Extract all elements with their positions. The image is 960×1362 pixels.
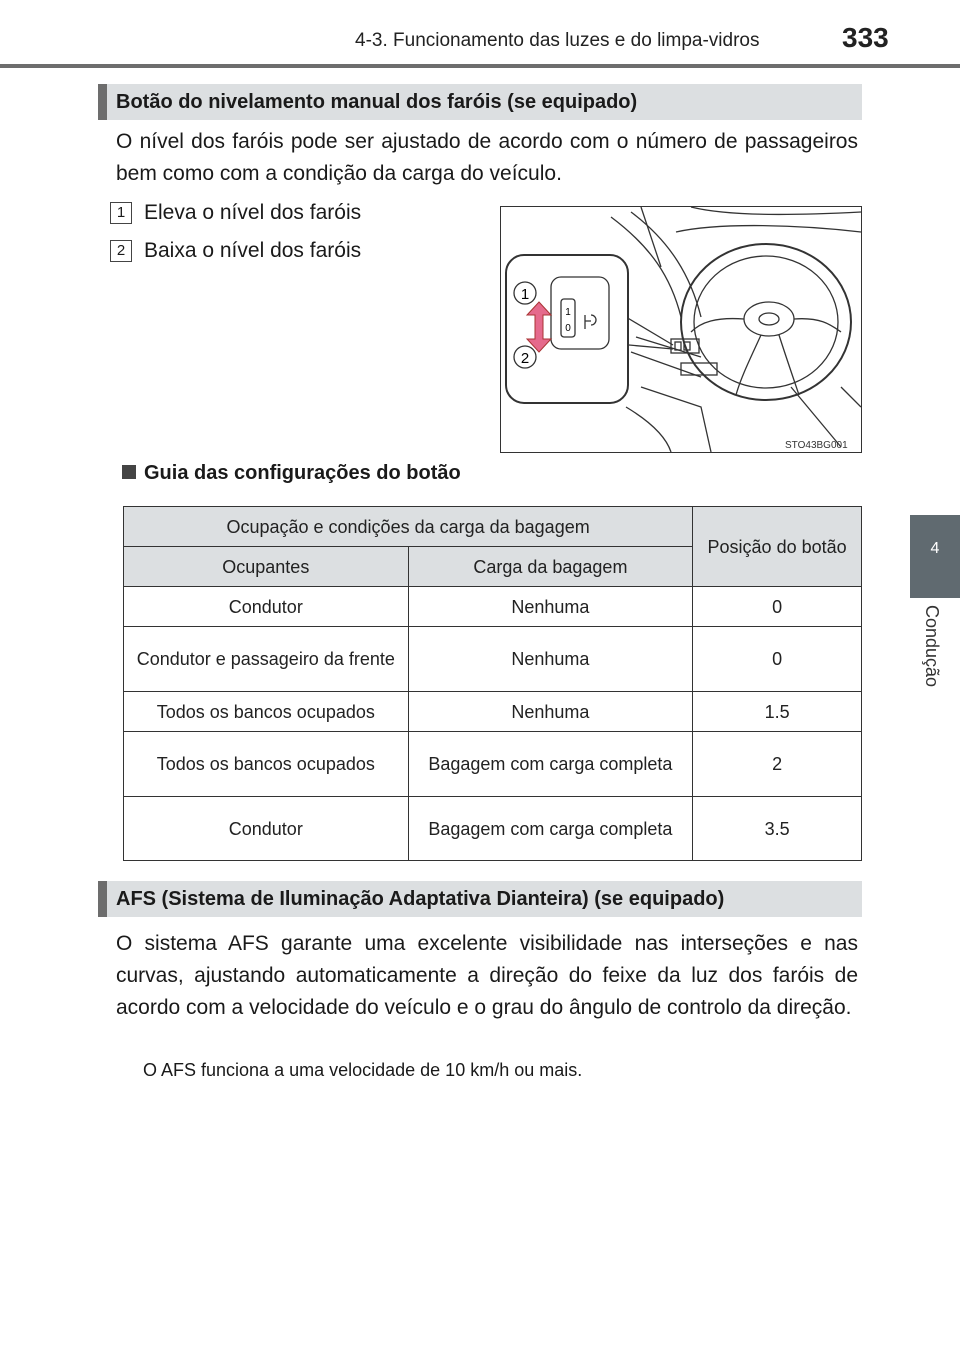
item-text-1: Eleva o nível dos faróis: [144, 201, 362, 224]
intro-paragraph: O nível dos faróis pode ser ajustado de acordo com o número de passageiros bem como com a condição da carga do veículo.: [116, 130, 858, 185]
headlight-leveling-illustration: [500, 206, 862, 453]
cell-occupants: Condutor: [124, 797, 409, 861]
chapter-tab-number: 4: [930, 540, 940, 557]
table-row: [124, 692, 862, 732]
header-button-position: Posição do botão: [693, 507, 862, 587]
chapter-tab-label: Condução: [922, 605, 942, 688]
cell-position: 1.5: [693, 692, 862, 732]
callout-label-1: 1: [520, 286, 530, 303]
afs-note: O AFS funciona a uma velocidade de 10 km/h ou mais.: [143, 1060, 583, 1080]
cell-occupants: Condutor: [124, 587, 409, 627]
cell-position: 3.5: [693, 797, 862, 861]
guide-title: Guia das configurações do botão: [144, 462, 461, 484]
dashboard-drawing: [501, 207, 861, 452]
figure-code: STO43BG001: [785, 440, 848, 451]
square-bullet-icon: [122, 465, 136, 479]
cell-occupants: Todos os bancos ocupados: [124, 692, 409, 732]
section-heading: Botão do nivelamento manual dos faróis (se equipado): [116, 91, 638, 113]
cell-load: Nenhuma: [408, 692, 693, 732]
cell-position: 2: [693, 732, 862, 797]
afs-paragraph: O sistema AFS garante uma excelente visibilidade nas interseções e nas curvas, ajustando automaticamente a direção do feixe da luz dos faróis de acordo com a velocidade do veículo e o grau do ângulo de controlo da direção.: [116, 932, 858, 1019]
table-row: [124, 587, 862, 627]
cell-load: Bagagem com carga completa: [408, 732, 693, 797]
item-number-1: 1: [110, 202, 132, 224]
table-row: [124, 797, 862, 861]
callout-label-2: 2: [520, 350, 530, 367]
header-rule: [0, 64, 960, 68]
cell-load: Nenhuma: [408, 587, 693, 627]
header-occupants: Ocupantes: [124, 547, 409, 587]
item-number-2: 2: [110, 240, 132, 262]
page-number: 333: [842, 22, 889, 53]
table-row: [124, 627, 862, 692]
cell-load: Nenhuma: [408, 627, 693, 692]
settings-table: [123, 506, 862, 861]
switch-mark-0: 0: [565, 323, 571, 334]
chapter-title: 4-3. Funcionamento das luzes e do limpa-vidros: [355, 30, 760, 51]
section-heading: AFS (Sistema de Iluminação Adaptativa Dianteira) (se equipado): [116, 888, 725, 910]
table-row: [124, 732, 862, 797]
cell-load: Bagagem com carga completa: [408, 797, 693, 861]
cell-position: 0: [693, 587, 862, 627]
cell-position: 0: [693, 627, 862, 692]
header-luggage-load: Carga da bagagem: [408, 547, 693, 587]
item-text-2: Baixa o nível dos faróis: [144, 239, 362, 262]
switch-mark-1: 1: [565, 307, 571, 318]
cell-occupants: Condutor e passageiro da frente: [124, 627, 409, 692]
header-occupancy-group: Ocupação e condições da carga da bagagem: [124, 507, 693, 547]
cell-occupants: Todos os bancos ocupados: [124, 732, 409, 797]
